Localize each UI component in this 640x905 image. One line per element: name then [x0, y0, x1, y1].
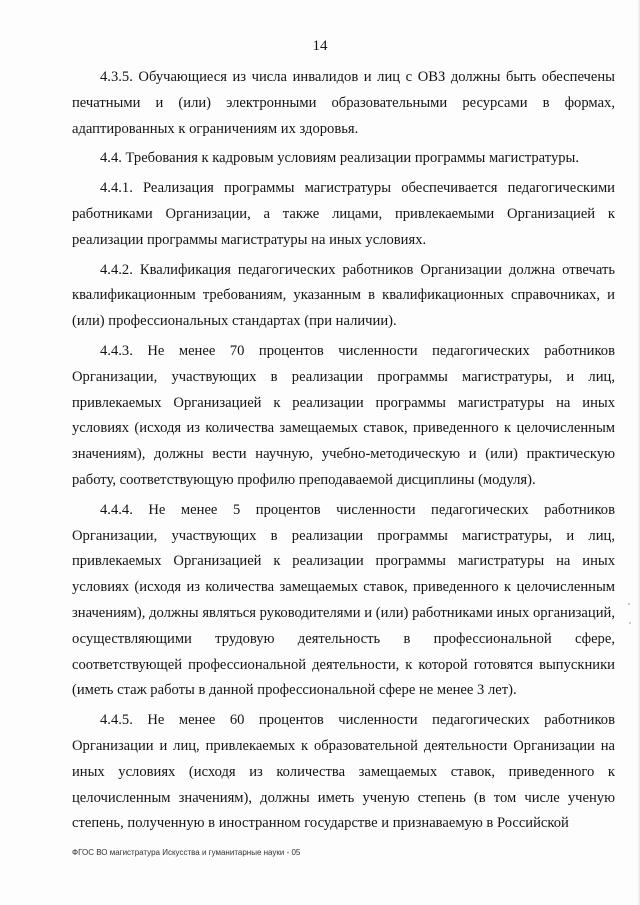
- scan-speck: [628, 603, 630, 605]
- paragraph-4-3-5: 4.3.5. Обучающиеся из числа инвалидов и лиц с ОВЗ должны быть обеспечены печатными и (или) электронными образовательными ресурсами в формах, адаптированных к ограничениям их здоровья.: [72, 69, 615, 137]
- paragraph-4-4-2: 4.4.2. Квалификация педагогических работников Организации должна отвечать квалификационным требованиям, указанным в квалификационных справочниках, и (или) профессиональных стандартах (при наличии).: [72, 261, 615, 330]
- paragraph-4-4-4: 4.4.4. Не менее 5 процентов численности педагогических работников Организации, участвующих в реализации программы магистратуры, и лиц, привлекаемых Организацией к реализации программы магистратуры на иных условиях (исходя из количества замещаемых ставок, приведенного к целочисленным значениям), должны являться руководителями и (или) работниками иных организаций, осуществляющими трудовую деятельность в профессиональной сфере, соответствующей профессиональной деятельности, к которой готовятся выпускники (иметь стаж работы в данной профессиональной сфере не менее 3 лет).: [72, 501, 615, 699]
- paragraph-4-4-5: 4.4.5. Не менее 60 процентов численности педагогических работников Организации и лиц, привлекаемых к образовательной деятельности Организации на иных условиях (исходя из количества замещаемых ставок, приведенного к целочисленным значениям), должны иметь ученую степень (в том числе ученую степень, полученную в иностранном государстве и признаваемую в Российской: [72, 712, 615, 832]
- paragraph-4-4-1: 4.4.1. Реализация программы магистратуры обеспечивается педагогическими работниками Организации, а также лицами, привлекаемыми Организацией к реализации программы магистратуры на иных условиях.: [72, 180, 615, 248]
- document-body: [72, 65, 615, 841]
- page-number: 14: [312, 38, 328, 54]
- page-footer: ФГОС ВО магистратура Искусства и гуманитарные науки - 05: [72, 848, 301, 857]
- scan-speck: [629, 622, 631, 624]
- paragraph-4-4-3: 4.4.3. Не менее 70 процентов численности педагогических работников Организации, участвующих в реализации программы магистратуры, и лиц, привлекаемых Организацией к реализации программы магистратуры на иных условиях (исходя из количества замещаемых ставок, приведенного к целочисленным значениям), должны вести научную, учебно-методическую и (или) практическую работу, соответствующую профилю преподаваемой дисциплины (модуля).: [72, 342, 615, 488]
- paragraph-4-4-heading: 4.4. Требования к кадровым условиям реализации программы магистратуры.: [100, 150, 580, 167]
